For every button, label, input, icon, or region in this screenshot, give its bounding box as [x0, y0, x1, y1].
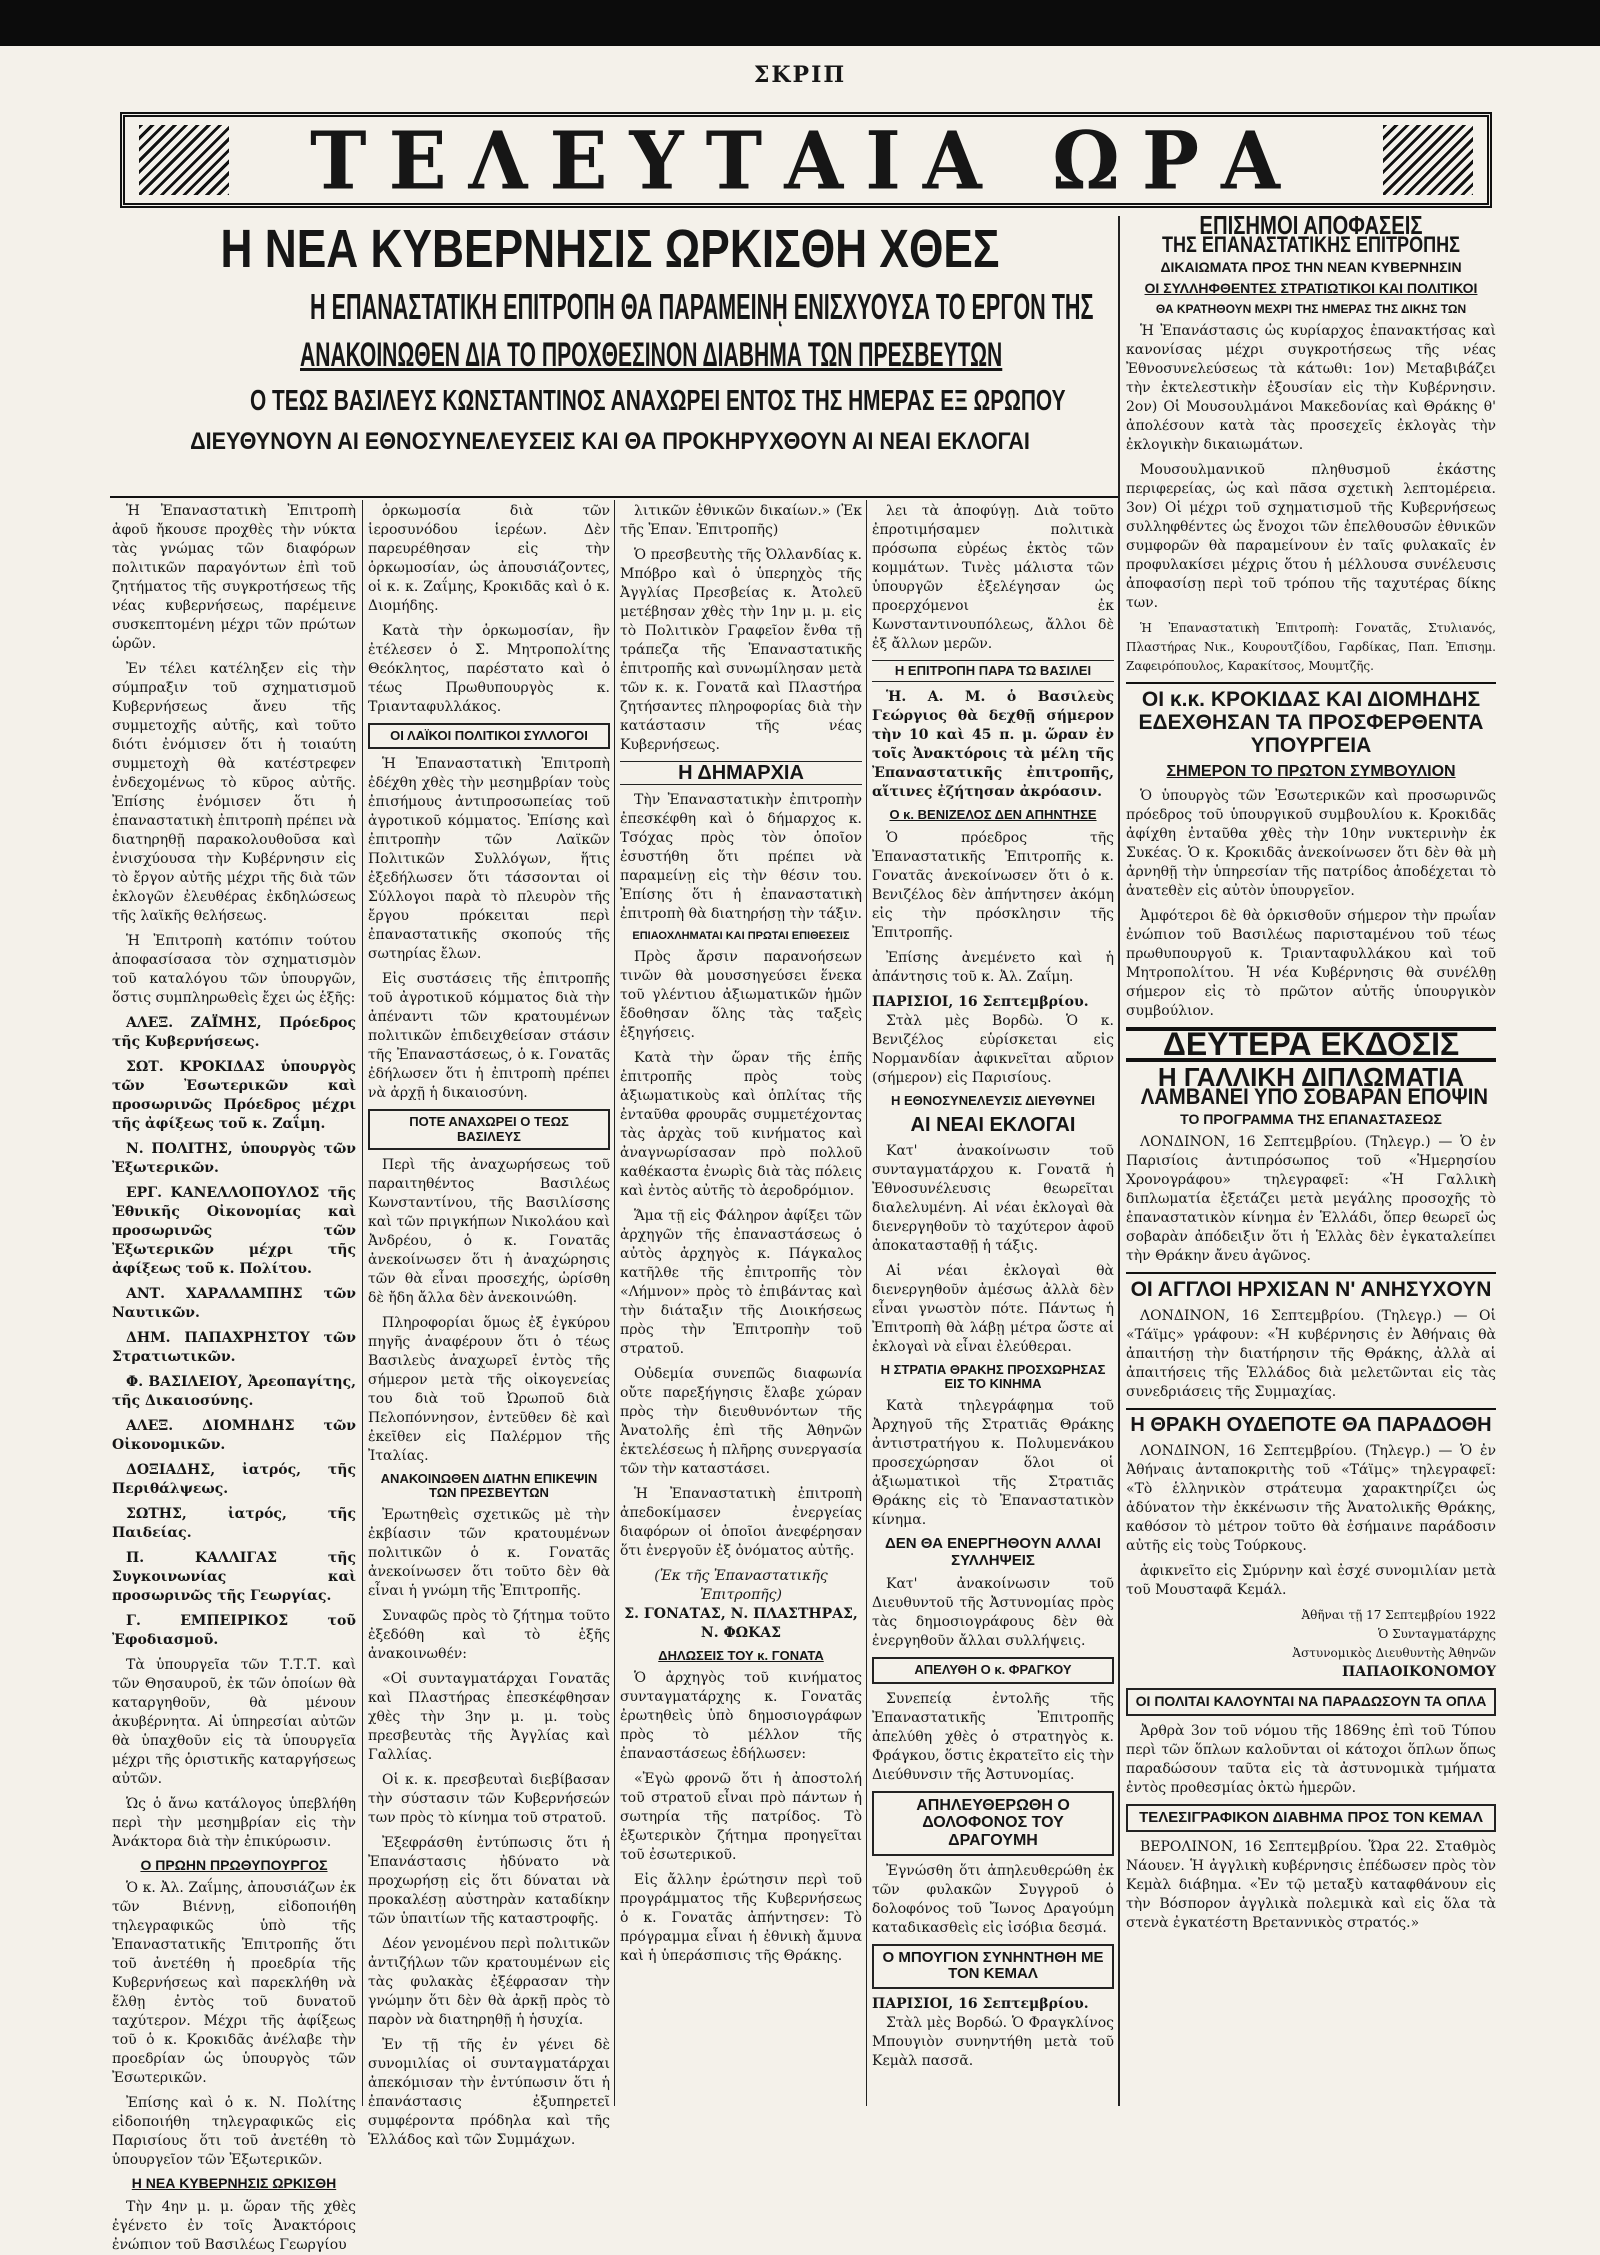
col4-paragraph: Στὰλ μὲς Βορδώ. Ὁ Φραγκλίνος Μπουγιὸν συνηντήθη μετὰ τοῦ Κεμὰλ πασσᾶ. [872, 2014, 1114, 2069]
col2-paragraph: Πληροφορίαι ὅμως ἐξ ἐγκύρου πηγῆς ἀναφέρουν ὅτι ὁ τέως Βασιλεὺς ἀναχωρεῖ ἐντὸς τῆς σήμερον μετὰ τῆς οἰκογενείας του διὰ τοῦ Ὠρωποῦ διὰ Πελοπόννησον, ἐντεῦθεν δὲ καὶ ἐκεῖθεν εἰς Παλέρμον τῆς Ἰταλίας. [368, 1314, 610, 1464]
col4-paragraph: Ἡ. Α. Μ. ὁ Βασιλεὺς Γεώργιος θὰ δεχθῇ σήμερον τὴν 10 καὶ 45 π. μ. ὥραν ἐν τοῖς Ἀνακτόροις τὰ μέλη τῆς Ἐπαναστατικῆς ἐπιτροπῆς, αἵτινες ἐζήτησαν ἀκρόασιν. [872, 689, 1114, 801]
signoff-name: ΠΑΠΑΟΙΚΟΝΟΜΟΥ [1342, 1664, 1496, 1681]
col2-paragraph: Οἱ κ. κ. πρεσβευταὶ διεβίβασαν τὴν σύστασιν τῶν Κυβερνήσεών των πρὸς τὸ κίνημα τοῦ στρατοῦ. [368, 1772, 610, 1827]
col3-paragraph: Πρὸς ἄρσιν παρανοήσεων τινῶν θὰ μουσσηγεύσει ἕνεκα τοῦ γλέντιου ἀξιωματικῶν ἡμῶν ἔδοθησαν ὅλης τὰς ταξεὶς ἐξηγήσεις. [620, 949, 862, 1042]
col1-paragraph: Ὡς ὁ ἄνω κατάλογος ὑπεβλήθη περὶ τὴν μεσημβρίαν εἰς τὴν Ἀνάκτορα διὰ τὴν ἐπικύρωσιν. [112, 1796, 356, 1850]
minister-entry: Π. ΚΑΛΛΙΓΑΣ τῆς Συγκοινωνίας καὶ προσωρινῶς τῆς Γεωργίας. [112, 1550, 356, 1604]
subhead-committee: Η ΕΠΑΝΑΣΤΑΤΙΚΗ ΕΠΙΤΡΟΠΗ ΘΑ ΠΑΡΑΜΕΙΝῌ ΕΝΙΣΧΥΟΥΣΑ ΤΟ ΕΡΓΟΝ ΤΗΣ [310, 286, 1094, 327]
col3-paragraph: Τὴν Ἐπαναστατικὴν ἐπιτροπὴν ἐπεσκέφθη καὶ ὁ δήμαρχος κ. Τσόχας πρὸς τὸν ὁποῖον ἐσυστήθη ὅτι πρέπει νὰ παραμείνῃ εἰς τὴν θέσιν του. Ἐπίσης ὅτι ἡ ἐπαναστατικὴ ἐπιτροπὴ θὰ διατηρήσῃ τὴν τάξιν. [620, 792, 862, 922]
minister-entry: ΑΛΕΞ. ΖΑΪΜΗΣ, Πρόεδρος τῆς Κυβερνήσεως. [112, 1015, 356, 1050]
signature-intro: (Ἐκ τῆς Ἐπαναστατικῆς Ἐπιτροπῆς) [654, 1568, 828, 1604]
head-thrace-army-joins: Η ΣΤΡΑΤΙΑ ΘΡΑΚΗΣ ΠΡΟΣΧΩΡΗΣΑΣ ΕΙΣ ΤΟ ΚΙΝΗΜΑ [880, 1361, 1106, 1392]
head-first-attacks: ΕΠΙΑΟΧΛΗΜΑΤΑΙ ΚΑΙ ΠΡΩΤΑΙ ΕΠΙΘΕΣΕΙΣ [632, 930, 850, 942]
signoff-title: Ὁ Συνταγματάρχης [1378, 1627, 1496, 1642]
col5-paragraph: ἀφικνεῖτο εἰς Σμύρνην καὶ ἐσχέ συνομιλίαν μετὰ τοῦ Μουσταφᾶ Κεμάλ. [1126, 1563, 1496, 1599]
head-new-government-sworn: Η ΝΕΑ ΚΥΒΕΡΝΗΣΙΣ ΩΡΚΙΣΘΗ [131, 2175, 337, 2192]
newspaper-name: ΣΚΡΙΠ [753, 62, 847, 88]
head-assembly-directs: Η ΕΘΝΟΣΥΝΕΛΕΥΣΙΣ ΔΙΕΥΘΥΝΕΙ [890, 1092, 1096, 1108]
head-mayoralty: Η ΔΗΜΑΡΧΙΑ [620, 761, 862, 785]
head-revolution-program: ΤΟ ΠΡΟΓΡΑΜΜΑ ΤΗΣ ΕΠΑΝΑΣΤΑΣΕΩΣ [1180, 1110, 1442, 1127]
main-headline-block [110, 216, 1110, 506]
minister-entry: Γ. ΕΜΠΕΙΡΙΚΟΣ τοῦ Ἐφοδιασμοῦ. [112, 1613, 356, 1648]
head-political-clubs: ΟΙ ΛΑΪΚΟΙ ΠΟΛΙΤΙΚΟΙ ΣΥΛΛΟΓΟΙ [368, 723, 610, 749]
main-headline: Η ΝΕΑ ΚΥΒΕΡΝΗΣΙΣ ΩΡΚΙΣΘΗ ΧΘΕΣ [220, 219, 1000, 279]
minister-entry: ΣΩΤΗΣ, ἰατρός, τῆς Παιδείας. [112, 1506, 356, 1541]
minister-entry: ΑΝΤ. ΧΑΡΑΛΑΜΠΗΣ τῶν Ναυτικῶν. [112, 1286, 356, 1321]
col5-paragraph: Ἡ Ἐπαναστατικὴ Ἐπιτροπὴ: Γονατᾶς, Στυλιανός, Πλαστήρας Νικ., Κουρουτζίδου, Γαρδίκας, Παπ. Ἐπισημ. Ζαφειρόπουλος, Καρακίτσος, Μουμτζῆς. [1126, 620, 1496, 673]
dateline-athens: Ἀθῆναι τῇ 17 Σεπτεμβρίου 1922 [1301, 1608, 1496, 1623]
col4-paragraph: Κατὰ τηλεγράφημα τοῦ Ἀρχηγοῦ τῆς Στρατιᾶς Θράκης ἀντιστρατήγου κ. Πολυμενάκου προσεχώρησαν ὅλοι οἱ ἀξιωματικοὶ τῆς Στρατιᾶς Θράκης εἰς τὸ Ἐπαναστατικὸν κίνημα. [872, 1398, 1114, 1529]
col1-paragraph: Ἐν τέλει κατέληξεν εἰς τὴν σύμπραξιν τοῦ σχηματισμοῦ Κυβερνήσεως ἄνευ τῆς συμμετοχῆς αὐτῆς, καὶ τοῦτο διότι ἐνόμισεν ὅτι ἡ τοιαύτη συμμετοχὴ θὰ κατέστρεφεν ἐνδεχομένως τὸ κῦρος αὐτῆς. Ἐπίσης ἐνόμισεν ὅτι ἡ ἐπαναστατικὴ ἐπιτροπὴ πρέπει νὰ διατηρηθῇ παρακολουθοῦσα καὶ ἐνισχύουσα τὴν Κυβέρνησιν εἰς τὸ ἔργον αὐτῆς μέχρι τῆς διὰ τῶν ἐκλογῶν ἐλευθέρας ἐκδηλώσεως τῆς λαϊκῆς θελήσεως. [112, 661, 356, 924]
col3-paragraph: Ὁ ἀρχηγὸς τοῦ κινήματος συνταγματάρχης κ. Γονατᾶς ἐρωτηθεὶς ὑπὸ δημοσιογράφων πρὸς τὸ μέλλον τῆς ἐπαναστάσεως ἐδήλωσεν: [620, 1670, 862, 1763]
head-official-decisions: ΕΠΙΣΗΜΟΙ ΑΠΟΦΑΣΕΙΣ [1199, 210, 1423, 240]
subhead-elections: ΔΙΕΥΘΥΝΟΥΝ ΑΙ ΕΘΝΟΣΥΝΕΛΕΥΣΕΙΣ ΚΑΙ ΘΑ ΠΡΟΚΗΡΥΧΘΟΥΝ ΑΙ ΝΕΑΙ ΕΚΛΟΓΑΙ [190, 428, 1030, 455]
col1-paragraph: Ἡ Ἐπιτροπὴ κατόπιν τούτου ἀποφασίσασα τὸν σχηματισμὸν τοῦ καταλόγου τῶν ὑπουργῶν, ὅστις συμπληρωθεὶς ἔχει ὡς ἑξῆς: [112, 933, 356, 1006]
col2-paragraph: ὁρκωμοσία διὰ τῶν ἱεροσυνόδου ἱερέων. Δὲν παρευρέθησαν εἰς τὴν ὁρκωμοσίαν, ὡς ἀπουσιάζοντες, οἱ κ. κ. Ζαΐμης, Κροκιδᾶς καὶ ὁ κ. Διομήδης. [368, 503, 610, 614]
col1-paragraph: Ἐπίσης καὶ ὁ κ. Ν. Πολίτης εἰδοποιήθη τηλεγραφικῶς εἰς Παρισίους ὅτι τοῦ ἀνετέθη τὸ ὑπουργεῖον τῶν Ἐξωτερικῶν. [112, 2095, 356, 2169]
col2-paragraph: Ἡ Ἐπαναστατικὴ Ἐπιτροπὴ ἐδέχθη χθὲς τὴν μεσημβρίαν τοὺς ἐπισήμους ἀντιπροσωπείας τοῦ ἀγροτικοῦ κόμματος. Ἐπίσης καὶ ἐπιτροπὴν τῶν Λαϊκῶν Πολιτικῶν Συλλόγων, ἥτις ἐξεδήλωσεν ὅτι τάσσονται οἱ Σύλλογοι παρὰ τὸ πλευρὸν τῆς ἔργου πρόκειται περὶ ἐπαναστατικῆς σκοπούς τῆς σωτηρίας ἔλων. [368, 756, 610, 963]
minister-entry: ΔΟΞΙΑΔΗΣ, ἰατρός, τῆς Περιθάλψεως. [112, 1462, 356, 1497]
column-2 [368, 502, 610, 2149]
head-citizens-arms: ΟΙ ΠΟΛΙΤΑΙ ΚΑΛΟΥΝΤΑΙ ΝΑ ΠΑΡΑΔΩΣΟΥΝ ΤΑ ΟΠΛΑ [1126, 1688, 1496, 1715]
committee-signature: Σ. ΓΟΝΑΤΑΣ, Ν. ΠΛΑΣΤΗΡΑΣ, Ν. ΦΩΚΑΣ [624, 1606, 858, 1642]
col4-paragraph: Κατ' ἀνακοίνωσιν τοῦ Διευθυντοῦ τῆς Ἀστυνομίας πρὸς τὰς δημοσιογράφους δὲν θὰ ἐνεργηθοῦν ἄλλαι συλλήψεις. [872, 1576, 1114, 1650]
col1-paragraph: Ὁ κ. Ἀλ. Ζαΐμης, ἀπουσιάζων ἐκ τῶν Βιέννῃ, εἰδοποιήθη τηλεγραφικῶς ὑπὸ τῆς Ἐπαναστατικῆς Ἐπιτροπῆς ὅτι τοῦ ἀνετέθη ἡ προεδρία τῆς Κυβερνήσεως καὶ παρεκλήθη νὰ ἔλθῃ ἐντὸς τοῦ δυνατοῦ ταχύτερον. Μέχρι τῆς ἀφίξεως τοῦ ὁ κ. Κροκιδᾶς ἀνέλαβε τὴν προεδρίαν ὡς ὑπουργὸς τῶν Ἐσωτερικῶν. [112, 1880, 356, 2087]
ornament-left [139, 125, 229, 195]
col4-paragraph: λει τὰ ἀποφύγῃ. Διὰ τοῦτο ἐπροτιμήσαμεν πολιτικὰ πρόσωπα εὐρέως ἐκτὸς τῶν κομμάτων. Τινὲς μάλιστα τῶν ὑπουργῶν ἐξελέγησαν ὡς προερχόμενοι ἐκ Κωνσταντινουπόλεως, ἄλλοι δὲ ἐξ ἄλλων μερῶν. [872, 503, 1114, 652]
col1-paragraph: Τὴν 4ην μ. μ. ὥραν τῆς χθὲς ἐγένετο ἐν τοῖς Ἀνακτόροις ἐνώπιον τοῦ Βασιλέως Γεωργίου [112, 2198, 356, 2253]
head-ultimatum-kemal: ΤΕΛΕΣΙΓΡΑΦΙΚΟΝ ΔΙΑΒΗΜΑ ΠΡΟΣ ΤΟΝ ΚΕΜΑΛ [1126, 1804, 1496, 1833]
head-rights-new-government: ΔΙΚΑΙΩΜΑΤΑ ΠΡΟΣ ΤΗΝ ΝΕΑΝ ΚΥΒΕΡΝΗΣΙΝ [1160, 259, 1462, 275]
col4-paragraph: Αἱ νέαι ἐκλογαὶ θὰ διενεργηθοῦν ἀμέσως ἀλλὰ δὲν εἶναι γνωστὸν πότε. Πάντως ἡ Ἐπιτροπὴ θὰ λάβῃ μέτρα ὥστε αἱ ἐκλογαὶ νὰ εἶναι ἐλεύθεραι. [872, 1262, 1114, 1355]
minister-entry: ΣΩΤ. ΚΡΟΚΙΔΑΣ ὑπουργὸς τῶν Ἐσωτερικῶν καὶ προσωρινῶς Πρόεδρος μέχρι τῆς ἀφίξεως τοῦ κ. Ζαΐμη. [112, 1059, 356, 1132]
signoff-role: Ἀστυνομικὸς Διευθυντὴς Ἀθηνῶν [1292, 1646, 1496, 1661]
col5-paragraph: ΛΟΝΔΙΝΟΝ, 16 Σεπτεμβρίου. (Τηλεγρ.) — Οἱ «Τάϊμς» γράφουν: «Ἡ κυβέρνησις ἐν Ἀθήναις θὰ ἀπαιτήσῃ τὴν διατήρησιν τῆς Θράκης, ἀλλὰ αἱ ἀπαιτήσεις τῆς Ἑλλάδος διὰ μελετῶνται εἰς τὰς συνεδριάσεις τῆς Συμμαχίας. [1126, 1308, 1496, 1401]
minister-entry: ΔΗΜ. ΠΑΠΑΧΡΗΣΤΟΥ τῶν Στρατιωτικῶν. [112, 1330, 356, 1365]
minister-entry: Φ. ΒΑΣΙΛΕΙΟΥ, Ἀρεοπαγίτης, τῆς Δικαιοσύνης. [112, 1374, 356, 1409]
col3-paragraph: «Ἐγὼ φρονῶ ὅτι ἡ ἀποστολή τοῦ στρατοῦ εἶναι πρὸ πάντων ἡ σωτηρία τῆς πατρίδος. Τὸ ἐξωτερικὸν ζήτημα προηγεῖται τοῦ ἐσωτερικοῦ. [620, 1771, 862, 1864]
col5-paragraph: Μουσουλμανικοῦ πληθυσμοῦ ἑκάστης περιφερείας, ὡς καὶ πᾶσα σχετικὴ λεπτομέρεια. 3ον) Οἱ μέχρι τοῦ σχηματισμοῦ τῆς Κυβερνήσεως συλληφθέντες ὡς ἔνοχοι τῶν ἐπελθουσῶν ἐθνικῶν συμφορῶν θὰ παραμείνουν ἐν ταῖς φυλακαῖς ἐν προφυλακίσει μέχρις ὅτου ἡ μέλλουσα συνέλευσις ἀποφασίσῃ περὶ τοῦ τρόπου τῆς ταχυτέρας δίκης των. [1126, 461, 1496, 611]
col5-paragraph: ΒΕΡΟΛΙΝΟΝ, 16 Σεπτεμβρίου. Ὥρα 22. Σταθμὸς Νάουεν. Ἡ ἀγγλικὴ κυβέρνησις ἐπέδωσεν πρὸς τὸν Κεμὰλ διάβημα. «Ἐν τῷ μεταξὺ καταφθάνουν εἰς τὴν Βόσπορον ἀγγλικὰ πολεμικὰ καὶ εἰς ὅλα τὰ στενὰ ἐγκατέστη Βρεταννικὸς στρατός.» [1126, 1839, 1496, 1932]
headline-rule [110, 496, 1118, 498]
head-krokidas-diomidis: ΟΙ κ.κ. ΚΡΟΚΙΔΑΣ ΚΑΙ ΔΙΟΜΗΔΗΣ ΕΔΕΧΘΗΣΑΝ ΤΑ ΠΡΟΣΦΕΡΘΕΝΤΑ ΥΠΟΥΡΓΕΙΑ [1126, 682, 1496, 757]
col4-paragraph: Συνεπείᾳ ἐντολῆς τῆς Ἐπαναστατικῆς Ἐπιτροπῆς ἀπελύθη χθὲς ὁ στρατηγὸς κ. Φράγκου, ὅστις ἐκρατεῖτο εἰς τὴν Διεύθυνσιν τῆς Ἀστυνομίας. [872, 1690, 1114, 1783]
head-bouillon-kemal: Ο ΜΠΟΥΓΙΟΝ ΣΥΝΗΝΤΗΘΗ ΜΕ ΤΟΝ ΚΕΜΑΛ [872, 1944, 1114, 1989]
col-divider-2 [614, 500, 615, 2106]
col2-paragraph: «Οἱ συνταγματάρχαι Γονατᾶς καὶ Πλαστήρας ἐπεσκέφθησαν χθὲς τὴν 3ην μ. μ. τοὺς πρεσβευτὰς τῆς Ἀγγλίας καὶ Γαλλίας. [368, 1671, 610, 1764]
col3-paragraph: Ὁ πρεσβευτὴς τῆς Ὀλλανδίας κ. Μπόβρο καὶ ὁ ὑπερηχὸς τῆς Ἀγγλίας Πρεσβείας κ. Ἀτολεῦ μετέβησαν χθὲς τὴν 1ην μ. μ. εἰς τὸ Πολιτικὸν Γραφεῖον ἔνθα τῇ τράπεζα τῆς Ἐπαναστατικῆς ἐπιτροπῆς καὶ συνωμίλησαν μετὰ τῶν κ. κ. Γονατᾶ καὶ Πλαστήρα ζητήσαντες πληροφορίας διὰ τὴν κατάστασιν τῆς νέας Κυβερνήσεως. [620, 547, 862, 753]
col-divider-1 [362, 500, 363, 2106]
head-no-more-arrests: ΔΕΝ ΘΑ ΕΝΕΡΓΗΘΟΥΝ ΑΛΛΑΙ ΣΥΛΛΗΨΕΙΣ [885, 1535, 1101, 1569]
col3-paragraph: λιτικῶν ἐθνικῶν δικαίων.» (Ἐκ τῆς Ἐπαν. Ἐπιτροπῆς) [620, 503, 862, 538]
minister-entry: ΑΛΕΞ. ΔΙΟΜΗΔΗΣ τῶν Οἰκονομικῶν. [112, 1418, 356, 1453]
col1-paragraph: Ἡ Ἐπαναστατικὴ Ἐπιτροπὴ ἀφοῦ ἤκουσε προχθὲς τὴν νύκτα τὰς γνώμας τῶν διαφόρων πολιτικῶν παραγόντων ἐπὶ τοῦ ζητήματος τῆς συγκροτήσεως τῆς νέας κυβερνήσεως, παρέμεινε συσκεπτομένη μέχρι τῶν πρώτων ὡρῶν. [112, 503, 356, 652]
head-thrace-never: Η ΘΡΑΚΗ ΟΥΔΕΠΟΤΕ ΘΑ ΠΑΡΑΔΟΘΗ [1126, 1408, 1496, 1436]
col5-paragraph: ΛΟΝΔΙΝΟΝ, 16 Σεπτεμβρίου. (Τηλεγρ.) — Ὁ ἐν Παρισίοις ἀντιπρόσωπος τοῦ «Ἡμερησίου Χρονογράφου» τηλεγραφεῖ: «Ἡ Γαλλικὴ διπλωματία ἐξετάζει μετὰ μεγάλης προσοχῆς τὸ ἐπαναστατικὸν κίνημα ἐν Ἑλλάδι, ὅπερ θεωρεῖ ὡς σοβαρὰν ἀπόδειξιν ὅτι ἡ Ἑλλὰς δὲν ἐγκαταλείπει τὴν Θράκην ἄνευ ἀγῶνος. [1126, 1134, 1496, 1265]
headline-divider [1118, 216, 1120, 2106]
head-arrested: ΟΙ ΣΥΛΛΗΦΘΕΝΤΕΣ ΣΤΡΑΤΙΩΤΙΚΟΙ ΚΑΙ ΠΟΛΙΤΙΚΟΙ [1144, 280, 1478, 297]
minister-entry: Ν. ΠΟΛΙΤΗΣ, ὑπουργὸς τῶν Ἐξωτερικῶν. [112, 1141, 356, 1176]
col3-paragraph: Οὐδεμία συνεπῶς διαφωνία οὔτε παρεξήγησις ἔλαβε χώραν πρὸς τὴν διευθυνόντων τῆς Ἀνατολῆς ἐπὶ τῆς Ἀθηνῶν ἐκτελέσεως ἡ πλῆρης συνεργασία τῶν τὴν καταστάσει. [620, 1366, 862, 1478]
head-frangou-released: ΑΠΕΛΥΘΗ Ο κ. ΦΡΑΓΚΟΥ [872, 1657, 1114, 1683]
col2-paragraph: Δέον γενομένου περὶ πολιτικῶν ἀντιζήλων τῶν κρατουμένων εἰς τὰς φυλακὰς ἐξέφρασαν τὴν γνώμην ὅτι δὲν θὰ ἀρκῇ πρὸς τὸ παρὸν νὰ διατηρηθῇ ἡ ἡσυχία. [368, 1936, 610, 2029]
head-king-departure: ΠΟΤΕ ΑΝΑΧΩΡΕΙ Ο ΤΕΩΣ ΒΑΣΙΛΕΥΣ [368, 1109, 610, 1150]
head-ambassadors-visit: ΑΝΑΚΟΙΝΩΘΕΝ ΔΙΑΤΗΝ ΕΠΙΚΕΨΙΝ ΤΩΝ ΠΡΕΣΒΕΥΤΩΝ [380, 1470, 598, 1501]
col3-paragraph: Ἅμα τῇ εἰς Φάληρον ἀφίξει τῶν ἀρχηγῶν τῆς ἐπαναστάσεως ὁ αὐτὸς ἀρχηγὸς κ. Πάγκαλος κατῆλθε τῆς ἐπιτροπῆς τὸν «Λήμνον» πρὸς τὸ ἐπιβάντας καὶ τὴν διάταξιν τῆς Διοικήσεως πρὸς τὴν Ἐπιτροπὴν τοῦ στρατοῦ. [620, 1208, 862, 1358]
col3-paragraph: Ἡ Ἐπαναστατικὴ ἐπιτροπὴ ἀπεδοκίμασεν ἐνεργείας διαφόρων οἱ ὁποῖοι ἀνεφέρησαν ὅτι ἐνεργοῦν ἐξ ὀνόματος αὐτῆς. [620, 1486, 862, 1560]
head-revolutionary-committee: ΤΗΣ ΕΠΑΝΑΣΤΑΤΙΚΗΣ ΕΠΙΤΡΟΠΗΣ [1161, 232, 1461, 257]
dateline-paris-2: ΠΑΡΙΣΙΟΙ, 16 Σεπτεμβρίου. [872, 1995, 1089, 2012]
head-former-premier: Ο ΠΡΩΗΝ ΠΡΩΘΥΠΟΥΡΓΟΣ [140, 1857, 328, 1873]
banner-title: ΤΕΛΕΥΤΑΙΑ ΩΡΑ [310, 113, 1302, 207]
section-banner [120, 112, 1492, 208]
col2-paragraph: Συναφῶς πρὸς τὸ ζήτημα τοῦτο ἐξεδόθη καὶ τὸ ἑξῆς ἀνακοινωθέν: [368, 1608, 610, 1663]
col2-paragraph: Ἐν τῇ τῆς ἐν γένει δὲ συνομιλίας οἱ συνταγματάρχαι ἀπεκόμισαν τὴν ἐντύπωσιν ὅτι ἡ ἐπανάστασις ἐξυπηρετεῖ συμφέροντα πρόδηλα καὶ τῆς Ἑλλάδος καὶ τῶν Συμμάχων. [368, 2037, 610, 2149]
col2-paragraph: Κατὰ τὴν ὁρκωμοσίαν, ἣν ἐτέλεσεν ὁ Σ. Μητροπολίτης Θεόκλητος, παρέστατο καὶ ὁ τέως Πρωθυπουργὸς κ. Τριανταφυλλάκος. [368, 623, 610, 715]
col-divider-3 [866, 500, 867, 2106]
second-edition-band [1126, 1027, 1496, 1062]
col5-paragraph: Ἀμφότεροι δὲ θὰ ὁρκισθοῦν σήμερον τὴν πρωΐαν ἐνώπιον τοῦ Βασιλέως παρισταμένου τοῦ τέως πρωθυπουργοῦ κ. Τριανταφυλλάκου καὶ τοῦ Μητροπολίτου. Ἡ νέα Κυβέρνησις θὰ συνέλθῃ σήμερον εἰς τὸ πρῶτον αὐτῆς ὑπουργικὸν συμβούλιον. [1126, 907, 1496, 1019]
column-5 [1126, 210, 1496, 2106]
top-black-bar [0, 0, 1600, 46]
head-new-elections: ΑΙ ΝΕΑΙ ΕΚΛΟΓΑΙ [910, 1113, 1076, 1136]
head-committee-at-king: Η ΕΠΙΤΡΟΠΗ ΠΑΡΑ ΤΩ ΒΑΣΙΛΕΙ [872, 660, 1114, 682]
head-dragoumis-murderer: ΑΠΗΛΕΥΘΕΡΩΘΗ Ο ΔΟΛΟΦΟΝΟΣ ΤΟΥ ΔΡΑΓΟΥΜΗ [872, 1791, 1114, 1856]
head-second-edition: ΔΕΥΤΕΡΑ ΕΚΔΟΣΙΣ [1162, 1025, 1460, 1062]
col5-paragraph: ΛΟΝΔΙΝΟΝ, 16 Σεπτεμβρίου. (Τηλεγρ.) — Ὁ ἐν Ἀθήναις ἀνταποκριτὴς τοῦ «Τάϊμς» τηλεγραφεῖ: «Τὸ ἑλληνικὸν στράτευμα χαρακτηρίζει ὡς ἀδύνατον τὴν ἐκκένωσιν τῆς Ἀνατολικῆς Θράκης, καθόσον τὸ μέτρον τοῦτο θὰ ἐσήμαινε παράδοσιν αὐτῆς εἰς τοὺς Τούρκους. [1126, 1443, 1496, 1555]
head-serious-view: ΛΑΜΒΑΝΕΙ ΥΠΟ ΣΟΒΑΡΑΝ ΕΠΟΨΙΝ [1140, 1083, 1488, 1109]
subhead-announcement: ΑΝΑΚΟΙΝΩΘΕΝ ΔΙΑ ΤΟ ΠΡΟΧΘΕΣΙΝΟΝ ΔΙΑΒΗΜΑ ΤΩΝ ΠΡΕΣΒΕΥΤΩΝ [300, 336, 1003, 374]
col5-paragraph: Ἡ Ἐπανάστασις ὡς κυρίαρχος ἐπανακτήσας καὶ κανονίσας μέχρι συγκροτήσεως τῆς νέας Ἐθνοσυνελεύσεως τὰ κάτωθι: 1ον) Μεταβιβάζει τὴν ἐκτελεστικὴν ἐξουσίαν εἰς τὴν Κυβέρνησιν. 2ον) Οἱ Μουσουλμάνοι Μακεδονίας καὶ Θράκης θ' ἀπολέσουν κατὰ τὰς προσεχεῖς ἐκλογὰς τὴν ἐκλογικὴν δικαιωμάτων. [1126, 322, 1496, 453]
col3-paragraph: Κατὰ τὴν ὥραν τῆς ἑπῆς ἐπιτροπῆς πρὸς τοὺς ἀξιωματικοὺς καὶ ὁπλίτας τῆς ἐνταῦθα φρουρᾶς συμμετέχοντας τὰς ἀρχὰς τοῦ κινήματος καὶ ἀναγνωρίσασαν πρὸ πολλοῦ καθέκαστα ἐνωρὶς διὰ τὰς πόλεις καὶ ἐντὸς αὐτῆς τὸ ἀεροδρόμιον. [620, 1050, 862, 1200]
head-held-until-trial: ΘΑ ΚΡΑΤΗΘΟΥΝ ΜΕΧΡΙ ΤΗΣ ΗΜΕΡΑΣ ΤΗΣ ΔΙΚΗΣ ΤΩΝ [1155, 301, 1467, 316]
column-3 [620, 502, 862, 2102]
head-gonatas-statements: ΔΗΛΩΣΕΙΣ ΤΟΥ κ. ΓΟΝΑΤΑ [658, 1648, 824, 1664]
col2-paragraph: Εἰς συστάσεις τῆς ἐπιτροπῆς τοῦ ἀγροτικοῦ κόμματος διὰ τὴν ἀπέναντι τῶν κρατουμένων πολιτικῶν ἐπιδειχθείσαν στάσιν τῆς Ἐπαναστάσεως, ὁ κ. Γονατᾶς ἐδήλωσεν ὅτι ἡ ἐπιτροπὴ πρέπει νὰ ἀρχῇ ἡ δικαιοσύνη. [368, 971, 610, 1102]
col4-paragraph: Ἐγνώσθη ὅτι ἀπηλευθερώθη ἐκ τῶν φυλακῶν Συγγροῦ ὁ δολοφόνος τοῦ Ἴωνος Δραγούμη καταδικασθεὶς εἰς ἰσόβια δεσμά. [872, 1862, 1114, 1936]
column-1 [112, 502, 356, 2253]
head-venizelos-no-reply: Ο κ. ΒΕΝΙΖΕΛΟΣ ΔΕΝ ΑΠΗΝΤΗΣΕ [889, 807, 1097, 823]
col3-paragraph: Εἰς ἄλλην ἐρώτησιν περὶ τοῦ προγράμματος τῆς Κυβερνήσεως ὁ κ. Γονατᾶς ἀπήντησεν: Τὸ πρόγραμμα εἶναι ἡ ἐθνικὴ ἄμυνα καὶ ἡ ὑπεράσπισις τῆς Θράκης. [620, 1872, 862, 1965]
col2-paragraph: Ἐξεφράσθη ἐντύπωσις ὅτι ἡ Ἐπανάστασις ἠδύνατο νὰ προχωρήσῃ εἰς ὅτι δύναται νὰ προκαλέσῃ αὐστηρὰν καταδίκην τῶν ὑπαιτίων τῆς καταστροφῆς. [368, 1835, 610, 1928]
col4-paragraph: Στὰλ μὲς Βορδὼ. Ὁ κ. Βενιζέλος εὑρίσκεται εἰς Νορμανδίαν ἀφικνεῖται αὔριον (σήμερον) εἰς Παρισίους. [872, 1012, 1114, 1086]
col2-paragraph: Περὶ τῆς ἀναχωρήσεως τοῦ παραιτηθέντος Βασιλέως Κωνσταντίνου, τῆς Βασιλίσσης καὶ τῶν πριγκήπων Νικολάου καὶ Ἀνδρέου, ὁ κ. Γονατᾶς ἀνεκοίνωσεν ὅτι ἡ ἀναχώρησις τῶν θὰ εἶναι προσεχής, ὡρίσθη δὲ ἤδη ἄλλα δὲν ἀνεκοινώθη. [368, 1156, 610, 1306]
col2-paragraph: Ἐρωτηθεὶς σχετικῶς μὲ τὴν ἐκβίασιν τῶν κρατουμένων πολιτικῶν ὁ κ. Γονατᾶς ἀνεκοίνωσεν ὅτι τοῦτο δὲν θὰ εἶναι ἡ γνώμη τῆς Ἐπιτροπῆς. [368, 1507, 610, 1600]
ornament-right [1383, 125, 1473, 195]
minister-entry: ΕΡΓ. ΚΑΝΕΛΛΟΠΟΥΛΟΣ τῆς Ἐθνικῆς Οἰκονομίας καὶ προσωρινῶς τῶν Ἐξωτερικῶν μέχρι τῆς ἀφίξεως τοῦ κ. Πολίτου. [112, 1185, 356, 1277]
col5-paragraph: Ἀρθρὰ 3ον τοῦ νόμου τῆς 1869ης ἐπὶ τοῦ Τύπου περὶ τῶν ὅπλων καλοῦνται οἱ κάτοχοι ὅπλων ὅπως παραδώσουν ταῦτα εἰς τὰ ἀστυνομικὰ τμήματα ἐντὸς προθεσμίας ὀκτὼ ἡμερῶν. [1126, 1722, 1496, 1796]
col5-paragraph: Ὁ ὑπουργὸς τῶν Ἐσωτερικῶν καὶ προσωρινῶς πρόεδρος τοῦ ὑπουργικοῦ συμβουλίου κ. Κροκιδᾶς ἀφίχθη ἐνταῦθα χθὲς τὴν 10ην νυκτερινὴν ἐκ Συκέας. Ὁ κ. Κροκιδᾶς ἀνεκοίνωσεν ὅτι δὲν θὰ μὴ ἀρνηθῇ τὴν ὑπηρεσίαν τῆς πατρίδος ἀποδέχεται τὸ ἀνατεθὲν εἰς αὐτὸν ὑπουργεῖον. [1126, 787, 1496, 899]
head-british-worried: ΟΙ ΑΓΓΛΟΙ ΗΡΧΙΣΑΝ Ν' ΑΝΗΣΥΧΟΥΝ [1126, 1272, 1496, 1301]
col4-paragraph: Ἐπίσης ἀνεμένετο καὶ ἡ ἀπάντησις τοῦ κ. Ἀλ. Ζαΐμη. [872, 949, 1114, 985]
column-4 [872, 502, 1114, 2102]
dateline-paris: ΠΑΡΙΣΙΟΙ, 16 Σεπτεμβρίου. [872, 993, 1089, 1010]
subhead-king: Ο ΤΕΩΣ ΒΑΣΙΛΕΥΣ ΚΩΝΣΤΑΝΤΙΝΟΣ ΑΝΑΧΩΡΕΙ ΕΝΤΟΣ ΤΗΣ ΗΜΕΡΑΣ ΕΞ ΩΡΩΠΟΥ [250, 385, 1066, 417]
col1-paragraph: Τὰ ὑπουργεῖα τῶν Τ.Τ.Τ. καὶ τῶν Θησαυροῦ, ἐκ τῶν ὁποίων θὰ καταργηθοῦν, θὰ μένουν ἀκυβέρνητα. Αἱ ὑπηρεσίαι αὐτῶν θὰ ὑπαχθοῦν εἰς τὰ ὑπουργεῖα μέχρι τῆς ὁριστικῆς καταργήσεως αὐτῶν. [112, 1657, 356, 1787]
col4-paragraph: Κατ' ἀνακοίνωσιν τοῦ συνταγματάρχου κ. Γονατᾶ ἡ Ἐθνοσυνέλευσις θεωρεῖται διαλελυμένη. Αἱ νέαι ἐκλογαὶ θὰ διενεργηθοῦν τὸ ταχύτερον ἀφοῦ ἀποκατασταθῇ ἡ τάξις. [872, 1142, 1114, 1254]
head-french-diplomacy: Η ΓΑΛΛΙΚΗ ΔΙΠΛΩΜΑΤΙΑ [1157, 1061, 1465, 1092]
head-first-council: ΣΗΜΕΡΟΝ ΤΟ ΠΡΩΤΟΝ ΣΥΜΒΟΥΛΙΟΝ [1166, 763, 1456, 781]
col4-paragraph: Ὁ πρόεδρος τῆς Ἐπαναστατικῆς Ἐπιτροπῆς κ. Γονατᾶς ἀνεκοίνωσεν ὅτι ὁ κ. Βενιζέλος δὲν ἀπήντησεν ἀκόμη εἰς τὴν πρόσκλησιν τῆς Ἐπιτροπῆς. [872, 829, 1114, 941]
